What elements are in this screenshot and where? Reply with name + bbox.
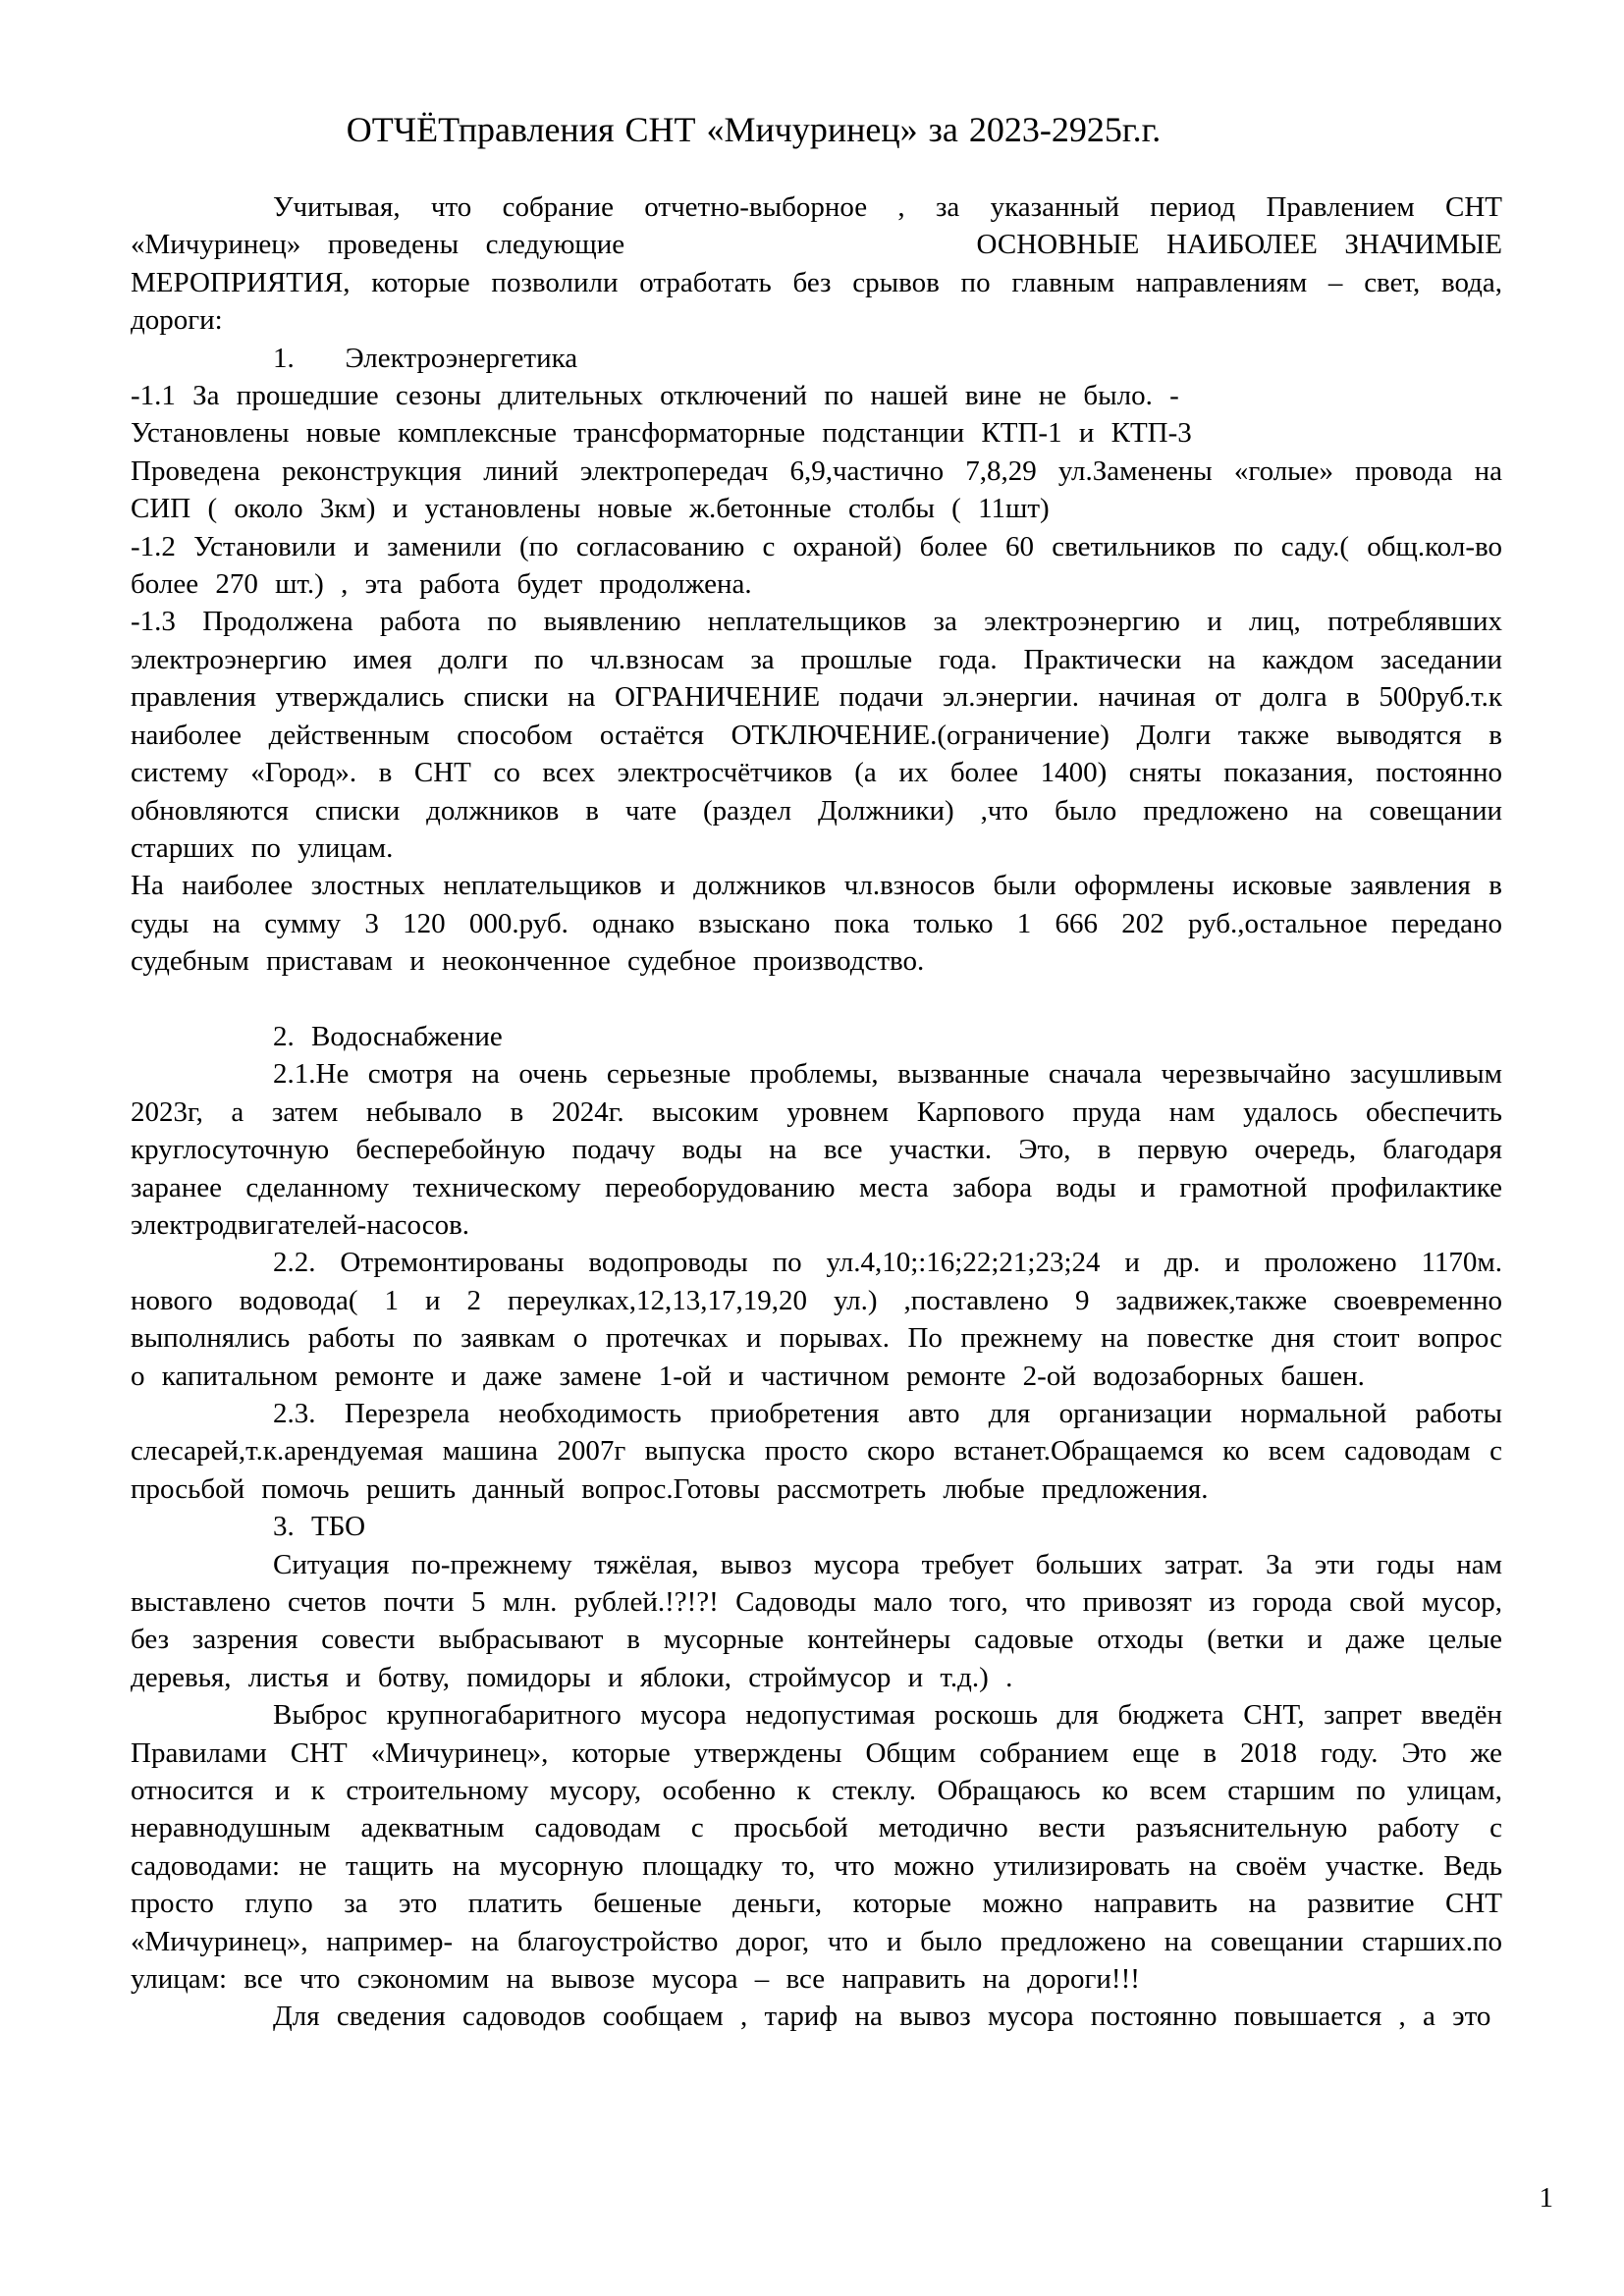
paragraph-1-2: -1.2 Установили и заменили (по согласованию с охраной) более 60 светильников по саду.( общ.кол-во более 270 шт.) , эта работа будет продолжена. — [131, 530, 1502, 601]
paragraph-2-3: 2.3. Перезрела необходимость приобретения авто для организации нормальной работы слесарей,т.к.арендуемая машина 2007г выпуска просто скоро встанет.Обращаемся ко всем садоводам с просьбой помочь решить данный вопрос.Готовы рассмотреть любые предложения. — [131, 1397, 1502, 1505]
page-number: 1 — [1539, 2182, 1553, 2214]
section-1-heading: 1. Электроэнергетика — [273, 342, 578, 374]
paragraph-1-1: -1.1 За прошедшие сезоны длительных отключений по нашей вине не было. - — [131, 380, 1179, 412]
paragraph-2-2: 2.2. Отремонтированы водопроводы по ул.4,10;:16;22;21;23;24 и др. и проложено 1170м. нового водовода( 1 и 2 переулках,12,13,17,19,20 ул.) ,поставлено 9 задвижек,также своевременно выполнялись работы по заявкам о протечках и порывах. По прежнему на повестке дня стоит вопрос о капитальном ремонте и даже замене 1-ой и частичном ремонте 2-ой водозаборных башен. — [131, 1247, 1502, 1392]
blank-line — [131, 981, 1502, 1018]
paragraph-3-3: Для сведения садоводов сообщаем , тариф на вывоз мусора постоянно повышается , а это — [273, 2001, 1491, 2033]
paragraph-3-2: Выброс крупногабаритного мусора недопустимая роскошь для бюджета СНТ, запрет введён Правилами СНТ «Мичуринец», которые утверждены Общим собранием еще в 2018 году. Это же относится и к строительному мусору, особенно к стеклу. Обращаюсь ко всем старшим по улицам, неравнодушным адекватным садоводам с просьбой методично вести разъяснительную работу с садоводами: не тащить на мусорную площадку то, что можно утилизировать на своём участке. Ведь просто глупо за это платить бешеные деньги, которые можно направить на развитие СНТ «Мичуринец», например- на благоустройство дорог, что и было предложено на совещании старших.по улицам: все что сэкономим на вывозе мусора – все направить на дороги!!! — [131, 1699, 1502, 1996]
section-3-heading: 3. ТБО — [273, 1511, 366, 1543]
paragraph-1-3: -1.3 Продолжена работа по выявлению неплательщиков за электроэнергию и лиц, потреблявших электроэнергию имея долги по чл.взносам за прошлые года. Практически на каждом заседании правления утверждались списки на ОГРАНИЧЕНИЕ подачи эл.энергии. начиная от долга в 500руб.т.к наиболее действенным способом остаётся ОТКЛЮЧЕНИЕ.(ограничение) Долги также выводятся в систему «Город». в СНТ со всех электросчётчиков (а их более 1400) сняты показания, постоянно обновляются списки должников в чате (раздел Должники) ,что было предложено на совещании старших по улицам. — [131, 606, 1502, 864]
document-title: ОТЧЁТправления СНТ «Мичуринец» за 2023-2925г.г. — [346, 110, 1162, 149]
paragraph-1-3b: На наиболее злостных неплательщиков и должников чл.взносов были оформлены исковые заявления в суды на сумму 3 120 000.руб. однако взыскано пока только 1 666 202 руб.,остальное передано судебным приставам и неоконченное судебное производство. — [131, 870, 1502, 978]
section-2-heading: 2. Водоснабжение — [273, 1020, 503, 1052]
paragraph-2-1: 2.1.Не смотря на очень серьезные проблемы, вызванные сначала черезвычайно засушливым 2023г, а затем небывало в 2024г. высоким уровнем Карпового пруда нам удалось обеспечить круглосуточную бесперебойную подачу воды на все участки. Это, в первую очередь, благодаря заранее сделанному техническому переоборудованию места забора воды и грамотной профилактике электродвигателей-насосов. — [131, 1058, 1502, 1241]
paragraph-3-1: Ситуация по-прежнему тяжёлая, вывоз мусора требует больших затрат. За эти годы нам выставлено счетов почти 5 млн. рублей.!?!?! Садоводы мало того, что привозят из города свой мусор, без зазрения совести выбрасывают в мусорные контейнеры садовые отходы (ветки и даже целые деревья, листья и ботву, помидоры и яблоки, строймусор и т.д.) . — [131, 1548, 1502, 1693]
paragraph-1-1c: Проведена реконструкция линий электропередач 6,9,частично 7,8,29 ул.Заменены «голые» провода на СИП ( около 3км) и установлены новые ж.бетонные столбы ( 11шт) — [131, 454, 1502, 525]
paragraph-intro: Учитывая, что собрание отчетно-выборное , за указанный период Правлением СНТ «Мичуринец» проведены следующие ОСНОВНЫЕ НАИБОЛЕЕ ЗНАЧИМЫЕ МЕРОПРИЯТИЯ, которые позволили отработать без срывов по главным направлениям – свет, вода, дороги: — [131, 191, 1502, 337]
paragraph-1-1b: Установлены новые комплексные трансформаторные подстанции КТП-1 и КТП-3 — [131, 417, 1192, 450]
